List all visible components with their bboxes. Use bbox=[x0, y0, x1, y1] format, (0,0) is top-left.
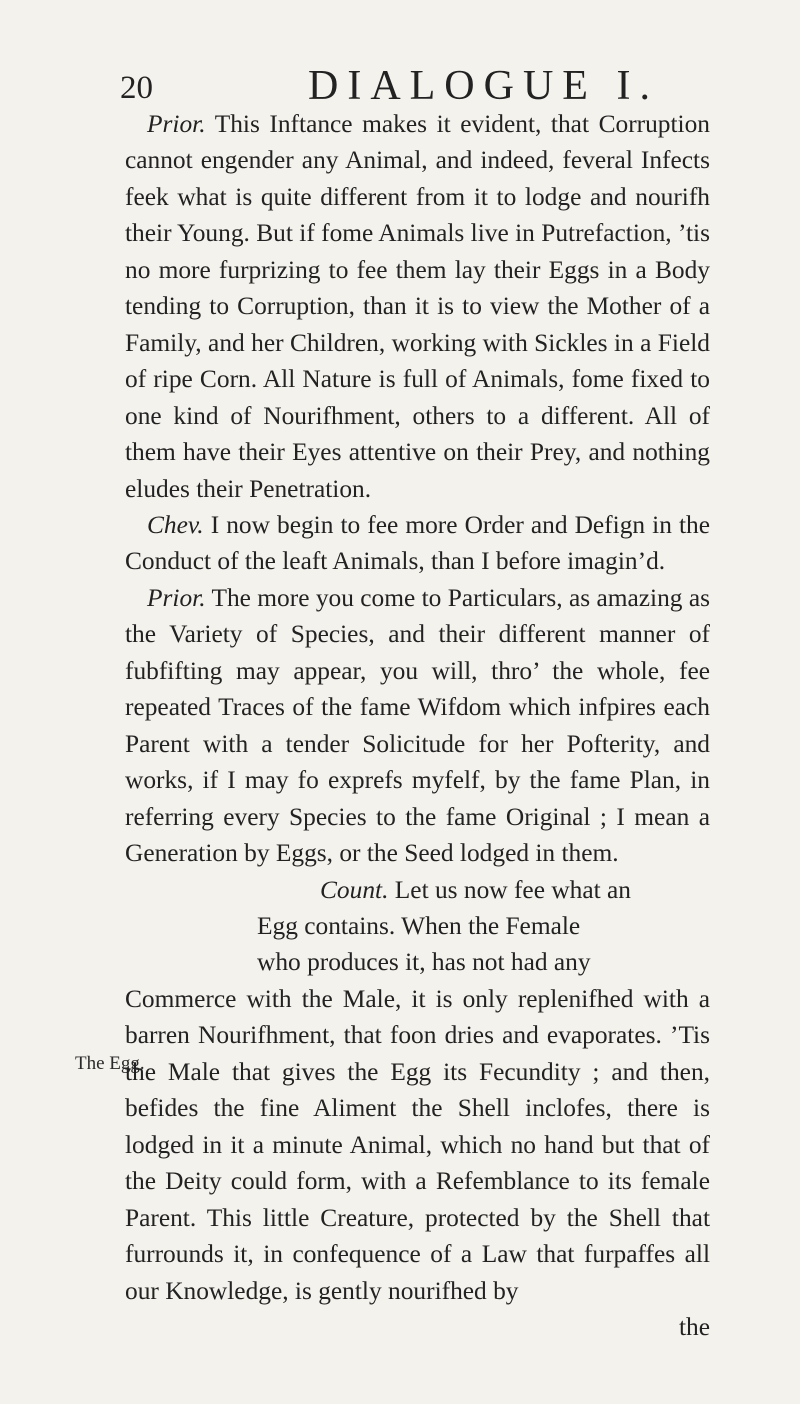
body-text bbox=[125, 106, 710, 1345]
margin-note: The Egg. bbox=[75, 1053, 145, 1074]
speaker: Count. bbox=[320, 875, 389, 904]
speaker: Chev. bbox=[147, 510, 204, 539]
paragraph bbox=[125, 507, 710, 580]
running-title: DIALOGUE I. bbox=[308, 63, 659, 109]
paragraph bbox=[125, 580, 710, 872]
paragraph-text: I now begin to fee more Order and Defign in the Conduct of the leaft Animals, than I before imagin’d. bbox=[125, 510, 710, 576]
speaker: Prior. bbox=[147, 583, 206, 612]
paragraph-text: The more you come to Particulars, as amazing as the Variety of Species, and their different manner of fubfifting may appear, you will, thro’ the whole, fee repeated Traces of the fame Wifdom which infpires each Parent with a tender Solicitude for her Pofterity, and works, if I may fo exprefs myfelf, by the fame Plan, in referring every Species to the fame Original ; I mean a Generation by Eggs, or the Seed lodged in them. bbox=[125, 583, 711, 868]
paragraph-text: Commerce with the Male, it is only replenifhed with a barren Nourifhment, that foon dries and evaporates. ’Tis the Male that gives the Egg its Fecundity ; and then, befides the fine Aliment the Shell inclofes, there is lodged in it a minute Animal, which no hand but that of the Deity could form, with a Refemblance to its female Parent. This little Creature, protected by the Shell that furrounds it, in confequence of a Law that furpaffes all our Knowledge, is gently nourifhed by bbox=[125, 984, 710, 1305]
page-number: 20 bbox=[120, 70, 153, 106]
paragraph bbox=[125, 106, 710, 507]
count-first-line bbox=[125, 872, 710, 908]
paragraph bbox=[125, 872, 710, 1346]
wrapped-line: Egg contains. When the Female bbox=[257, 911, 581, 940]
wrapped-line: who produces it, has not had any bbox=[257, 948, 591, 977]
speaker: Prior. bbox=[147, 110, 206, 138]
paragraph-text: Let us now fee what an bbox=[394, 875, 631, 904]
paragraph-text: This Inftance makes it evident, that Corruption cannot engender any Animal, and indeed, feveral Infects feek what is quite different from it to lodge and nourifh their Young. But if fome Animals live in Putrefaction, ’tis no more furprizing to fee them lay their Eggs in a Body tending to Corruption, than it is to view the Mother of a Family, and her Children, working with Sickles in a Field of ripe Corn. All Nature is full of Animals, fome fixed to one kind of Nourifhment, others to a different. All of them have their Eyes attentive on their Prey, and nothing eludes their Penetration. bbox=[125, 110, 711, 503]
catchword: the bbox=[678, 1312, 710, 1341]
